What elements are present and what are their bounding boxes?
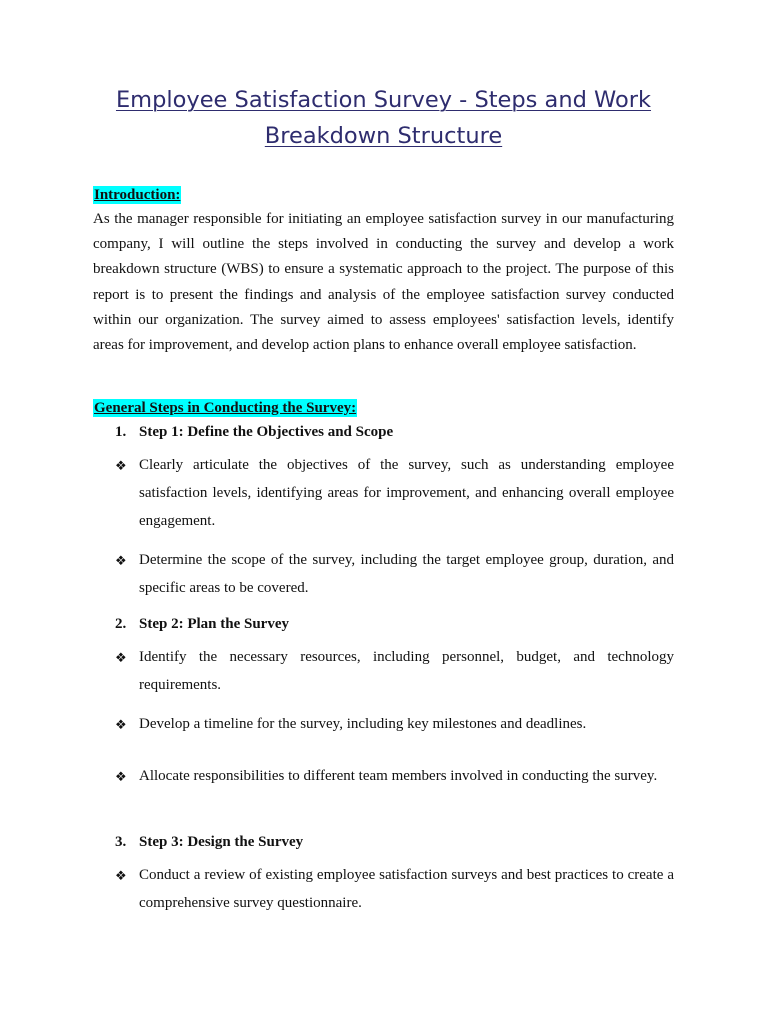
page-title: Employee Satisfaction Survey - Steps and Work Breakdown Structure: [115, 87, 652, 149]
diamond-bullet-icon: ❖: [115, 769, 127, 784]
bullet-text: Conduct a review of existing employee satisfaction surveys and best practices to create a comprehensive survey questionnaire.: [139, 867, 674, 911]
bullet-text: Clearly articulate the objectives of the survey, such as understanding employee satisfaction levels, identifying areas for improvement, and enhancing overall employee engagement.: [139, 457, 674, 529]
diamond-bullet-icon: ❖: [115, 717, 127, 732]
list-item: [115, 451, 674, 535]
step-number: 2.: [115, 616, 127, 632]
intro-heading: Introduction:: [94, 187, 181, 203]
list-item: [115, 546, 674, 602]
step-1-heading: [115, 423, 393, 441]
bullet-text: Determine the scope of the survey, including the target employee group, duration, and specific areas to be covered.: [139, 552, 674, 596]
list-item: [115, 861, 674, 917]
diamond-bullet-icon: ❖: [115, 650, 127, 665]
list-item: [115, 710, 674, 740]
bullet-text: Develop a timeline for the survey, including key milestones and deadlines.: [139, 716, 587, 732]
diamond-bullet-icon: ❖: [115, 553, 127, 568]
diamond-bullet-icon: ❖: [115, 458, 127, 473]
step-2-heading: [115, 615, 289, 633]
bullet-text: Allocate responsibilities to different team members involved in conducting the survey.: [139, 768, 658, 784]
step-label: Step 1: Define the Objectives and Scope: [139, 424, 394, 440]
diamond-bullet-icon: ❖: [115, 868, 127, 883]
list-item: [115, 643, 674, 699]
intro-paragraph: As the manager responsible for initiating an employee satisfaction survey in our manufacturing company, I will outline the steps involved in conducting the survey and develop a work breakdown structure (WBS) to ensure a systematic approach to the project. The purpose of this report is to present the findings and analysis of the employee satisfaction survey conducted within our organization. The survey aimed to assess employees' satisfaction levels, identify areas for improvement, and develop action plans to enhance overall employee satisfaction.: [93, 211, 674, 354]
step-label: Step 3: Design the Survey: [139, 834, 304, 850]
step-number: 3.: [115, 834, 127, 850]
step-3-heading: [115, 833, 303, 851]
general-steps-heading: General Steps in Conducting the Survey:: [94, 400, 357, 416]
list-item: [115, 762, 674, 792]
bullet-text: Identify the necessary resources, including personnel, budget, and technology requirements.: [139, 649, 674, 693]
step-label: Step 2: Plan the Survey: [139, 616, 289, 632]
step-number: 1.: [115, 424, 127, 440]
